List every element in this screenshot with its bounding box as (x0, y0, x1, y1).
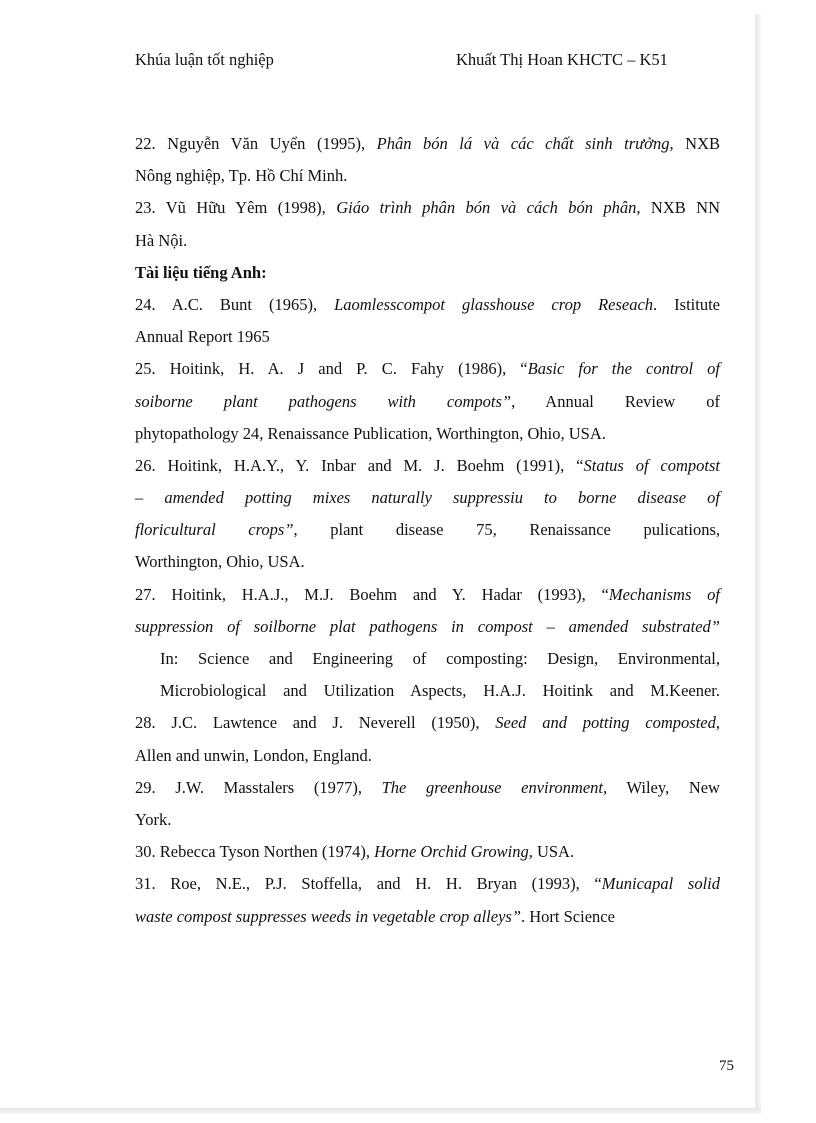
reference-line (135, 353, 720, 385)
italic-title-text: Phân bón lá và các chất sinh trưởng (376, 134, 670, 153)
reference-text: 23. Vũ Hữu Yêm (1998), (135, 198, 337, 218)
reference-text: , NXB NN (636, 198, 720, 218)
reference-text: Microbiological and Utilization Aspects, H.A.J. Hoitink and M.Keener. (160, 681, 720, 701)
italic-title-text: Status of compotst (583, 455, 720, 475)
reference-text: 29. J.W. Masstalers (1977), (135, 777, 382, 797)
page-shadow-bottom (0, 1108, 761, 1114)
reference-text: Annual Report 1965 (135, 327, 270, 347)
italic-title-text: Municapal solid (601, 874, 720, 894)
reference-text: In: Science and Engineering of composting: Design, Environmental, (160, 649, 720, 668)
reference-line (135, 579, 720, 611)
page-header (135, 50, 720, 74)
reference-text: , Annual Review of (511, 391, 720, 411)
reference-line (135, 740, 720, 772)
reference-text: Hà Nội. (135, 230, 188, 250)
reference-text: , plant disease 75, Renaissance pulications, (293, 520, 721, 540)
reference-line (135, 192, 720, 224)
reference-line (135, 611, 720, 643)
reference-line (135, 386, 720, 418)
reference-text: York. (135, 809, 172, 829)
section-heading (135, 257, 720, 289)
italic-title-text: Horne Orchid Growing (374, 842, 529, 862)
reference-text: Worthington, Ohio, USA. (135, 552, 305, 572)
reference-line (135, 643, 720, 675)
reference-line (135, 901, 720, 933)
reference-line (135, 836, 720, 868)
reference-line (135, 675, 720, 707)
reference-text: 28. J.C. Lawtence and J. Neverell (1950), (135, 713, 496, 733)
reference-line (135, 804, 720, 836)
header-right-author: Khuất Thị Hoan KHCTC – K51 (456, 50, 668, 69)
reference-text: , (715, 713, 720, 733)
reference-text: . Istitute (653, 294, 720, 314)
reference-text: phytopathology 24, Renaissance Publication, Worthington, Ohio, USA. (135, 423, 606, 443)
reference-text: 30. Rebecca Tyson Northen (1974), (135, 842, 375, 862)
reference-text: 26. Hoitink, H.A.Y., Y. Inbar and M. J. Boehm (1991), “ (135, 455, 584, 475)
italic-title-text: soiborne plant pathogens with compots” (135, 391, 512, 411)
reference-text: Tài liệu tiếng Anh: (135, 262, 267, 282)
reference-line (135, 128, 720, 160)
reference-text: , Wiley, New (602, 777, 720, 797)
reference-text: . Hort Science (521, 906, 615, 926)
reference-list (135, 128, 720, 933)
reference-line (135, 225, 720, 257)
reference-line (135, 160, 720, 192)
reference-line (135, 514, 720, 546)
italic-title-text: suppression of soilborne plat pathogens in compost – amended substrated” (135, 616, 720, 636)
reference-line (135, 707, 720, 739)
page-number: 75 (719, 1058, 734, 1074)
italic-title-text: Laomlesscompot glasshouse crop Reseach (334, 294, 654, 314)
reference-text: 31. Roe, N.E., P.J. Stoffella, and H. H. Bryan (1993), “ (135, 874, 602, 894)
header-left-title: Khúa luận tốt nghiệp (135, 50, 274, 69)
reference-text: 27. Hoitink, H.A.J., M.J. Boehm and Y. Hadar (1993), “ (135, 584, 609, 604)
italic-title-text: – amended potting mixes naturally suppressiu to borne disease of (135, 488, 720, 508)
reference-line (135, 418, 720, 450)
reference-line (135, 546, 720, 578)
reference-line (135, 450, 720, 482)
reference-text: 25. Hoitink, H. A. J and P. C. Fahy (1986), “ (135, 359, 528, 379)
italic-title-text: waste compost suppresses weeds in vegetable crop alleys” (135, 906, 522, 926)
reference-line (135, 482, 720, 514)
italic-title-text: Seed and potting composted (495, 713, 716, 733)
italic-title-text: The greenhouse environment (381, 777, 603, 797)
reference-line (135, 289, 720, 321)
italic-title-text: Basic for the control of (527, 359, 720, 379)
reference-text: , USA. (528, 842, 575, 862)
reference-text: , NXB (669, 134, 721, 153)
page-shadow-right (755, 14, 761, 1110)
reference-line (135, 321, 720, 353)
reference-line (135, 868, 720, 900)
reference-text: 24. A.C. Bunt (1965), (135, 294, 335, 314)
italic-title-text: Giáo trình phân bón và cách bón phân (336, 198, 637, 218)
italic-title-text: Mechanisms of (608, 584, 720, 604)
italic-title-text: floricultural crops” (135, 520, 294, 540)
reference-text: Allen and unwin, London, England. (135, 745, 372, 765)
reference-line (135, 772, 720, 804)
reference-text: Nông nghiệp, Tp. Hồ Chí Minh. (135, 166, 348, 186)
reference-text: 22. Nguyễn Văn Uyển (1995), (135, 134, 377, 153)
